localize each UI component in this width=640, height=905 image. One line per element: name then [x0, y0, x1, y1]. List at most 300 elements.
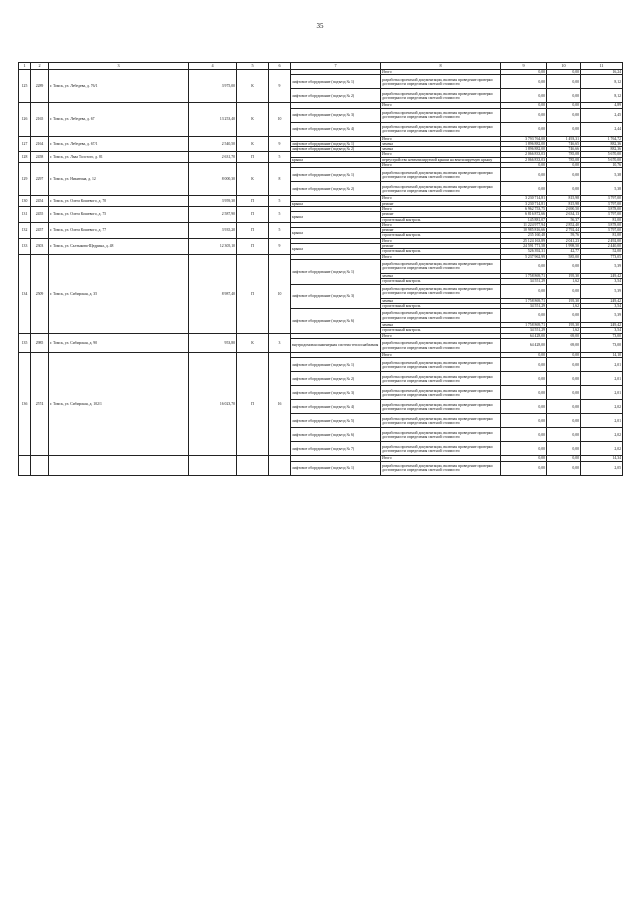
work-type: замена [381, 141, 501, 146]
cost-value: 34 551,29 [501, 279, 547, 284]
limit-cost-value: 5,39 [581, 309, 623, 323]
limit-cost-value: 5,39 [581, 259, 623, 273]
work-element: лифтовое оборудование (подъезд № 5) [291, 414, 381, 428]
work-element: лифтовое оборудование (подъезд № 3) [291, 108, 381, 122]
unit-cost-value: 785,08 [547, 152, 581, 157]
unit-cost-value: 2 041,23 [547, 238, 581, 243]
house-address: г. Томск, ул. Лебедева, д. 67 [49, 103, 189, 136]
cost-value: 64 428,00 [501, 339, 547, 353]
work-element: лифтовое оборудование (подъезд № 6) [291, 309, 381, 334]
house-area: 3 975,00 [189, 70, 237, 103]
limit-cost-value: 8,12 [581, 75, 623, 89]
cost-value: 2 066 833,03 [501, 157, 547, 162]
cost-value: 0,00 [501, 353, 547, 358]
cost-value: 0,00 [501, 442, 547, 456]
limit-cost-value: 3,54 [581, 303, 623, 308]
unit-cost-value: 0,00 [547, 168, 581, 182]
limit-cost-value: 73,00 [581, 333, 623, 338]
work-element: лифтовое оборудование (подъезд № 2) [291, 372, 381, 386]
unit-cost-value: 0,00 [547, 353, 581, 358]
work-type: Итого [381, 163, 501, 168]
work-type: строительный контроль [381, 303, 501, 308]
work-type: разработка проектной документации, включая проведение проверки достоверности определения сметной стоимости [381, 461, 501, 475]
row-number: 135 [19, 333, 31, 352]
cost-value: 0,00 [501, 309, 547, 323]
row-number: 129 [19, 163, 31, 196]
unit-cost-value: 0,00 [547, 89, 581, 103]
header-cell: 11 [581, 63, 623, 70]
row-number: 132 [19, 222, 31, 238]
work-type: разработка проектной документации, включая проведение проверки достоверности определения сметной стоимости [381, 400, 501, 414]
house-address: г. Томск, ул. Никитина, д. 12 [49, 163, 189, 196]
house-area: 3 935,20 [189, 222, 237, 238]
limit-cost-value: 882,36 [581, 141, 623, 146]
house-area: 2 631,70 [189, 152, 237, 163]
floor-count: 10 [269, 254, 291, 333]
work-element: крыша [291, 212, 381, 223]
floor-count: 16 [269, 353, 291, 456]
cost-value: 10 985 816,66 [501, 228, 547, 233]
house-address: г. Томск, ул. Лебедева, д. 67/1 [49, 136, 189, 152]
unit-cost-value: 2 852,40 [547, 222, 581, 227]
house-code: 2165 [31, 103, 49, 136]
work-type: разработка проектной документации, включая проведение проверки достоверности определения сметной стоимости [381, 284, 501, 298]
unit-cost-value: 0,00 [547, 103, 581, 108]
limit-cost-value: 249,42 [581, 298, 623, 303]
cost-value: 64 428,00 [501, 333, 547, 338]
house-address [49, 456, 189, 475]
row-number: 133 [19, 238, 31, 254]
limit-cost-value: 2,45 [581, 108, 623, 122]
house-address: г. Томск, ул. Сибирская, д. 90 [49, 333, 189, 352]
cost-value: 1 896 882,00 [501, 141, 547, 146]
unit-cost-value: 0,00 [547, 259, 581, 273]
work-type: Итого [381, 103, 501, 108]
limit-cost-value: 3 797,00 [581, 201, 623, 206]
unit-cost-value: 0,00 [547, 456, 581, 461]
cost-value: 0,00 [501, 386, 547, 400]
work-type: разработка проектной документации, включая проведение проверки достоверности определения сметной стоимости [381, 168, 501, 182]
work-type: Итого [381, 353, 501, 358]
row-number: 125 [19, 70, 31, 103]
house-address: г. Томск, ул. Сибирская, д. 102/1 [49, 353, 189, 456]
unit-cost-value: 59,76 [547, 233, 581, 238]
work-type: Итого [381, 254, 501, 259]
work-element: лифтовое оборудование (подъезд № 1) [291, 358, 381, 372]
cost-value: 235 160,48 [501, 233, 547, 238]
unit-cost-value: 1 493,31 [547, 136, 581, 141]
unit-cost-value: 0,00 [547, 442, 581, 456]
floor-count [269, 456, 291, 475]
cost-value: 3 793 764,00 [501, 136, 547, 141]
floor-count: 5 [269, 196, 291, 207]
row-number: 131 [19, 206, 31, 222]
unit-cost-value: 746,66 [547, 147, 581, 152]
work-type: Итого [381, 456, 501, 461]
cost-value: 0,00 [501, 108, 547, 122]
work-element: лифтовое оборудование (подъезд № 6) [291, 428, 381, 442]
unit-cost-value: 0,00 [547, 309, 581, 323]
unit-cost-value: 0,00 [547, 400, 581, 414]
cost-value: 24 591 771,58 [501, 244, 547, 249]
unit-cost-value: 746,65 [547, 141, 581, 146]
house-address: г. Томск, ул. Олега Кошевого, д. 75 [49, 206, 189, 222]
work-type: строительный контроль [381, 233, 501, 238]
floor-count: 10 [269, 103, 291, 136]
house-address: г. Томск, ул. Салтыкова-Щедрина, д. 48 [49, 238, 189, 254]
work-type: разработка проектной документации, включая проведение проверки достоверности определения сметной стоимости [381, 414, 501, 428]
work-element: лифтовое оборудование (подъезд № 1) [291, 168, 381, 182]
unit-cost-value: 0,00 [547, 70, 581, 75]
unit-cost-value: 0,00 [547, 428, 581, 442]
wall-type: П [237, 206, 269, 222]
floor-count: 9 [269, 238, 291, 254]
limit-cost-value: 249,42 [581, 323, 623, 328]
unit-cost-value: 0,00 [547, 108, 581, 122]
cost-value: 0,00 [501, 414, 547, 428]
floor-count: 3 [269, 333, 291, 352]
limit-cost-value: 16,24 [581, 70, 623, 75]
limit-cost-value: 2 492,00 [581, 238, 623, 243]
work-type: Итого [381, 70, 501, 75]
capital-repair-table [18, 62, 623, 476]
house-area: 12 305,10 [189, 238, 237, 254]
work-type: Итого [381, 136, 501, 141]
unit-cost-value: 0,00 [547, 386, 581, 400]
cost-value: 1 896 882,00 [501, 147, 547, 152]
floor-count: 5 [269, 206, 291, 222]
work-element: лифтовое оборудование (подъезд № 1) [291, 461, 381, 475]
floor-count: 9 [269, 136, 291, 152]
floor-count: 8 [269, 163, 291, 196]
header-cell: 8 [381, 63, 501, 70]
work-type: Итого [381, 222, 501, 227]
cost-value: 34 551,29 [501, 328, 547, 333]
work-type: разработка проектной документации, включая проведение проверки достоверности определения сметной стоимости [381, 259, 501, 273]
cost-value: 1 758 869,71 [501, 298, 547, 303]
work-element: лифтовое оборудование (подъезд № 4) [291, 400, 381, 414]
header-cell: 5 [237, 63, 269, 70]
work-type: разработка проектной документации, включая проведение проверки достоверности определения сметной стоимости [381, 122, 501, 136]
limit-cost-value: 2,44 [581, 122, 623, 136]
work-type: ремонт [381, 212, 501, 217]
row-number: 126 [19, 103, 31, 136]
floor-count: 9 [269, 70, 291, 103]
cost-value: 0,00 [501, 400, 547, 414]
header-cell: 1 [19, 63, 31, 70]
cost-value: 11 224 977,94 [501, 222, 547, 227]
house-address: г. Томск, ул. Олега Кошевого, д. 70 [49, 196, 189, 207]
house-code: 2458 [31, 152, 49, 163]
cost-value: 526 392,31 [501, 249, 547, 254]
unit-cost-value: 69,00 [547, 333, 581, 338]
limit-cost-value: 8,12 [581, 89, 623, 103]
cost-value: 2 066 833,03 [501, 152, 547, 157]
limit-cost-value: 2,01 [581, 372, 623, 386]
cost-value: 0,00 [501, 163, 547, 168]
cost-value: 0,00 [501, 428, 547, 442]
house-area: 953,80 [189, 333, 237, 352]
cost-value: 0,00 [501, 372, 547, 386]
limit-cost-value: 52,00 [581, 249, 623, 254]
header-cell: 10 [547, 63, 581, 70]
limit-cost-value: 3,54 [581, 279, 623, 284]
work-element: лифтовое оборудование (подъезд № 3) [291, 284, 381, 309]
work-type: разработка проектной документации, включая проведение проверки достоверности определения сметной стоимости [381, 89, 501, 103]
limit-cost-value: 882,36 [581, 147, 623, 152]
work-element: крыша [291, 201, 381, 206]
unit-cost-value: 69,00 [547, 339, 581, 353]
header-cell: 2 [31, 63, 49, 70]
work-element: лифтовое оборудование (подъезд № 2) [291, 89, 381, 103]
work-element: лифтовое оборудование (подъезд № 2) [291, 182, 381, 196]
cost-value: 3 230 714,81 [501, 201, 547, 206]
work-type: разработка проектной документации, включая проведение проверки достоверности определения сметной стоимости [381, 372, 501, 386]
limit-cost-value: 73,00 [581, 339, 623, 353]
floor-count: 5 [269, 152, 291, 163]
cost-value: 3 230 714,81 [501, 196, 547, 201]
house-address: г. Томск, ул. Олега Кошевого, д. 77 [49, 222, 189, 238]
house-code: 2289 [31, 70, 49, 103]
limit-cost-value: 81,00 [581, 233, 623, 238]
row-number: 128 [19, 152, 31, 163]
page-number: 35 [316, 22, 324, 30]
unit-cost-value: 2 690,50 [547, 206, 581, 211]
wall-type: П [237, 152, 269, 163]
limit-cost-value: 5,38 [581, 182, 623, 196]
unit-cost-value: 815,98 [547, 196, 581, 201]
unit-cost-value: 195,30 [547, 323, 581, 328]
wall-type: П [237, 222, 269, 238]
work-element: лифтовое оборудование (подъезд № 1) [291, 259, 381, 284]
unit-cost-value: 42,77 [547, 249, 581, 254]
cost-value: 1 758 869,71 [501, 323, 547, 328]
work-element: крыша [291, 244, 381, 255]
unit-cost-value: 0,00 [547, 461, 581, 475]
work-type: разработка проектной документации, включая проведение проверки достоверности определения сметной стоимости [381, 428, 501, 442]
limit-cost-value: 773,05 [581, 254, 623, 259]
cost-value: 0,00 [501, 168, 547, 182]
limit-cost-value: 1 764,72 [581, 136, 623, 141]
unit-cost-value: 195,30 [547, 298, 581, 303]
work-type: разработка проектной документации, включая проведение проверки достоверности определения сметной стоимости [381, 309, 501, 323]
limit-cost-value: 2,05 [581, 461, 623, 475]
work-type: строительный контроль [381, 328, 501, 333]
limit-cost-value: 14,10 [581, 353, 623, 358]
house-area: 2 540,50 [189, 136, 237, 152]
limit-cost-value: 5 670,00 [581, 157, 623, 162]
unit-cost-value: 0,00 [547, 182, 581, 196]
work-type: замена [381, 147, 501, 152]
work-type: строительный контроль [381, 217, 501, 222]
work-type: замена [381, 323, 501, 328]
work-type: Итого [381, 333, 501, 338]
work-element: лифтовое оборудование (подъезд № 2) [291, 147, 381, 152]
limit-cost-value: 3 878,00 [581, 206, 623, 211]
work-element: внутридомовая инженерная система теплоснабжения [291, 339, 381, 353]
limit-cost-value: 5,38 [581, 168, 623, 182]
unit-cost-value: 0,00 [547, 284, 581, 298]
work-type: строительный контроль [381, 279, 501, 284]
limit-cost-value: 2,01 [581, 414, 623, 428]
house-address: г. Томск, ул. Лебедева, д. 76/1 [49, 70, 189, 103]
work-element: крыша [291, 157, 381, 162]
house-code: 2454 [31, 196, 49, 207]
cost-value: 0,00 [501, 75, 547, 89]
cost-value: 0,00 [501, 70, 547, 75]
unit-cost-value: 0,00 [547, 414, 581, 428]
cost-value: 0,00 [501, 182, 547, 196]
floor-count: 5 [269, 222, 291, 238]
work-element: лифтовое оборудование (подъезд № 7) [291, 442, 381, 456]
limit-cost-value: 4,89 [581, 103, 623, 108]
limit-cost-value: 3,54 [581, 328, 623, 333]
house-address: г. Томск, ул. Сибирская, д. 35 [49, 254, 189, 333]
cost-value: 34 551,29 [501, 303, 547, 308]
cost-value: 6 816 872,66 [501, 212, 547, 217]
house-area [189, 456, 237, 475]
work-type: Итого [381, 196, 501, 201]
unit-cost-value: 0,00 [547, 358, 581, 372]
wall-type: П [237, 353, 269, 456]
unit-cost-value: 1,62 [547, 279, 581, 284]
house-code: 2297 [31, 163, 49, 196]
limit-cost-value: 3 797,00 [581, 196, 623, 201]
limit-cost-value: 2,01 [581, 386, 623, 400]
wall-type: П [237, 238, 269, 254]
cost-value: 0,00 [501, 456, 547, 461]
limit-cost-value: 3 878,00 [581, 222, 623, 227]
unit-cost-value: 195,30 [547, 273, 581, 278]
house-code: 2509 [31, 254, 49, 333]
row-number [19, 456, 31, 475]
cost-value: 0,00 [501, 284, 547, 298]
cost-value: 5 237 962,99 [501, 254, 547, 259]
wall-type: П [237, 254, 269, 333]
unit-cost-value: 1,62 [547, 328, 581, 333]
row-number: 134 [19, 254, 31, 333]
work-type: замена [381, 298, 501, 303]
limit-cost-value: 2,02 [581, 400, 623, 414]
house-area: 16 023,70 [189, 353, 237, 456]
cost-value: 25 124 163,89 [501, 238, 547, 243]
cost-value: 0,00 [501, 122, 547, 136]
house-area: 8 987,40 [189, 254, 237, 333]
cost-value: 0,00 [501, 89, 547, 103]
work-type: разработка проектной документации, включая проведение проверки достоверности определения сметной стоимости [381, 108, 501, 122]
unit-cost-value: 785,08 [547, 157, 581, 162]
work-type: разработка проектной документации, включая проведение проверки достоверности определения сметной стоимости [381, 386, 501, 400]
work-element: лифтовое оборудование (подъезд № 4) [291, 122, 381, 136]
limit-cost-value: 249,42 [581, 273, 623, 278]
limit-cost-value: 2 440,00 [581, 244, 623, 249]
header-cell: 4 [189, 63, 237, 70]
unit-cost-value: 56,37 [547, 217, 581, 222]
wall-type: К [237, 136, 269, 152]
unit-cost-value: 585,00 [547, 254, 581, 259]
house-code: 2303 [31, 238, 49, 254]
row-number: 136 [19, 353, 31, 456]
work-type: ремонт [381, 244, 501, 249]
work-type: разработка проектной документации, включая проведение проверки достоверности определения сметной стоимости [381, 339, 501, 353]
work-type: разработка проектной документации, включая проведение проверки достоверности определения сметной стоимости [381, 75, 501, 89]
house-code: 2574 [31, 353, 49, 456]
limit-cost-value: 14,34 [581, 456, 623, 461]
work-type: разработка проектной документации, включая проведение проверки достоверности определения сметной стоимости [381, 182, 501, 196]
wall-type: К [237, 103, 269, 136]
row-number: 130 [19, 196, 31, 207]
cost-value: 0,00 [501, 103, 547, 108]
header-cell: 9 [501, 63, 547, 70]
house-code: 2164 [31, 136, 49, 152]
unit-cost-value: 0,00 [547, 122, 581, 136]
unit-cost-value: 2 634,13 [547, 212, 581, 217]
header-cell: 6 [269, 63, 291, 70]
unit-cost-value: 815,98 [547, 201, 581, 206]
house-code: 2457 [31, 222, 49, 238]
limit-cost-value: 5,39 [581, 284, 623, 298]
cost-value: 6 962 753,75 [501, 206, 547, 211]
wall-type: К [237, 333, 269, 352]
unit-cost-value: 1 998,50 [547, 244, 581, 249]
work-type: Итого [381, 206, 501, 211]
unit-cost-value: 0,00 [547, 75, 581, 89]
work-type: разработка проектной документации, включая проведение проверки достоверности определения сметной стоимости [381, 358, 501, 372]
cost-value: 0,00 [501, 259, 547, 273]
limit-cost-value: 10,76 [581, 163, 623, 168]
work-type: разработка проектной документации, включая проведение проверки достоверности определения сметной стоимости [381, 442, 501, 456]
header-row [19, 63, 623, 70]
cost-value: 1 758 869,71 [501, 273, 547, 278]
wall-type [237, 456, 269, 475]
cost-value: 145 881,07 [501, 217, 547, 222]
house-code: 2985 [31, 333, 49, 352]
unit-cost-value: 2 792,44 [547, 228, 581, 233]
wall-type: П [237, 196, 269, 207]
house-area: 3 959,30 [189, 196, 237, 207]
limit-cost-value: 2,02 [581, 428, 623, 442]
unit-cost-value: 0,00 [547, 372, 581, 386]
house-area: 13 253,40 [189, 103, 237, 136]
limit-cost-value: 5 670,00 [581, 152, 623, 157]
house-code [31, 456, 49, 475]
limit-cost-value: 2,01 [581, 358, 623, 372]
wall-type: К [237, 70, 269, 103]
work-element: лифтовое оборудование (подъезд № 3) [291, 386, 381, 400]
work-element: крыша [291, 228, 381, 239]
house-address: г. Томск, ул. Льва Толстого, д. 81 [49, 152, 189, 163]
work-type: строительный контроль [381, 249, 501, 254]
house-area: 8 000,30 [189, 163, 237, 196]
house-code: 2455 [31, 206, 49, 222]
work-type: ремонт [381, 201, 501, 206]
work-element: лифтовое оборудование (подъезд № 1) [291, 141, 381, 146]
limit-cost-value: 3 797,00 [581, 212, 623, 217]
unit-cost-value: 1,62 [547, 303, 581, 308]
header-cell: 3 [49, 63, 189, 70]
work-element: лифтовое оборудование (подъезд № 1) [291, 75, 381, 89]
cost-value: 0,00 [501, 461, 547, 475]
cost-value: 0,00 [501, 358, 547, 372]
work-type: ремонт [381, 228, 501, 233]
work-type: переустройство невентилируемой крыши на вентилируемую крышу [381, 157, 501, 162]
header-cell: 7 [291, 63, 381, 70]
limit-cost-value: 3 797,00 [581, 228, 623, 233]
house-area: 2 587,90 [189, 206, 237, 222]
row-number: 127 [19, 136, 31, 152]
limit-cost-value: 2,02 [581, 442, 623, 456]
work-type: Итого [381, 152, 501, 157]
